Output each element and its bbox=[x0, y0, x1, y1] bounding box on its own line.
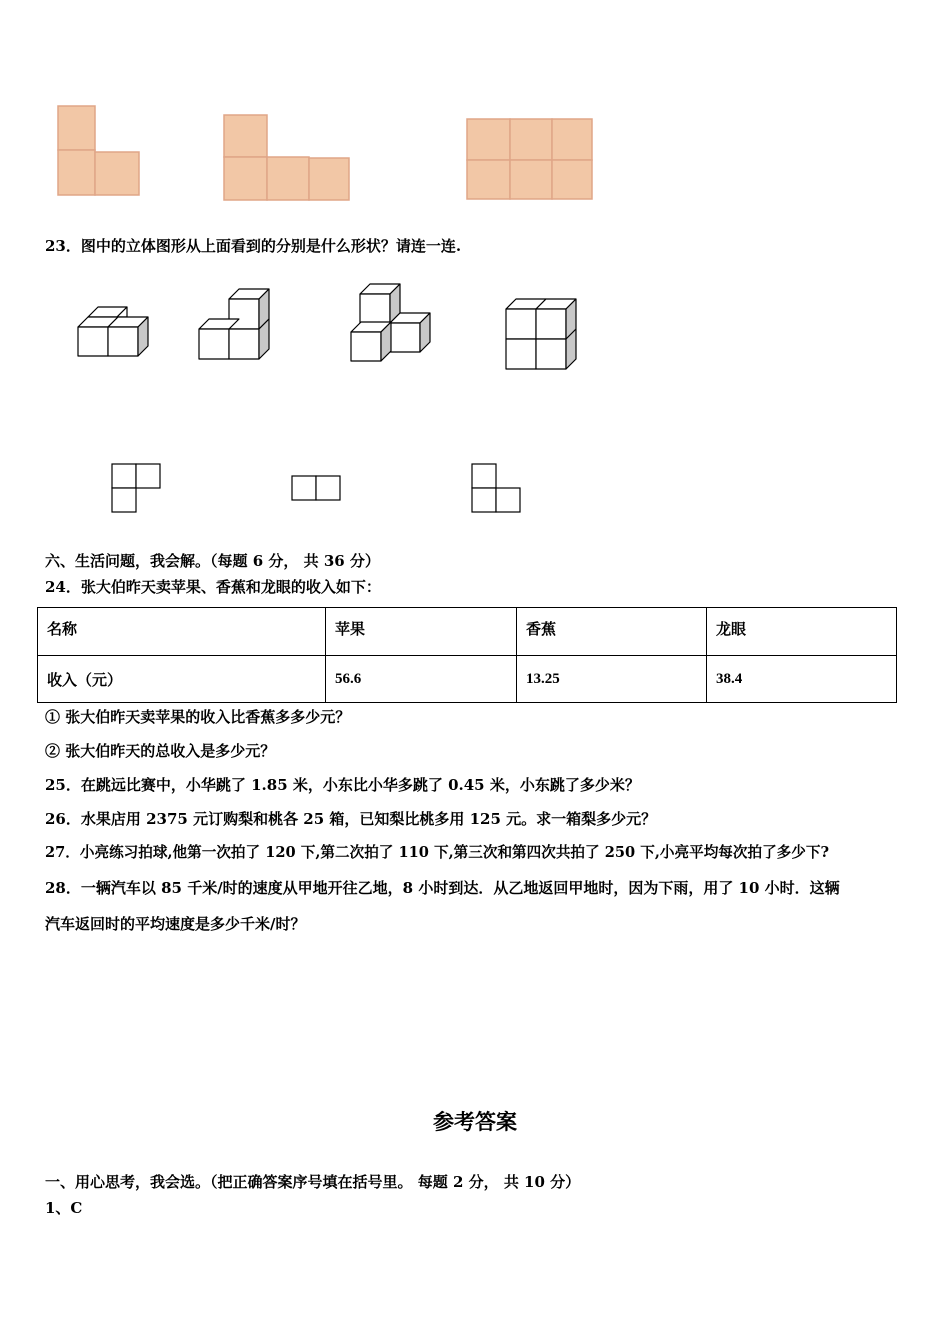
cube-solid-3 bbox=[346, 280, 436, 366]
table-header-cell: 龙眼 bbox=[707, 608, 897, 656]
cube-solid-4 bbox=[500, 292, 584, 372]
tile-figure-2 bbox=[218, 110, 358, 205]
answer-1: 1、C bbox=[45, 1199, 83, 1217]
table-cell-banana: 13.25 bbox=[517, 656, 707, 703]
top-view-2 bbox=[290, 474, 344, 502]
top-view-3 bbox=[470, 462, 524, 514]
top-view-1 bbox=[110, 462, 164, 514]
table-cell-longan: 38.4 bbox=[707, 656, 897, 703]
question-26: 26．水果店用 2375 元订购梨和桃各 25 箱，已知梨比桃多用 125 元。求一箱梨多少元？ bbox=[45, 810, 657, 828]
table-header-cell: 香蕉 bbox=[517, 608, 707, 656]
answers-section-1-heading: 一、用心思考，我会选。（把正确答案序号填在括号里。 每题 2 分， 共 10 分） bbox=[45, 1173, 581, 1191]
table-header-cell: 苹果 bbox=[326, 608, 517, 656]
question-25: 25．在跳远比赛中，小华跳了 1.85 米，小东比小华多跳了 0.45 米，小东跳了多少米？ bbox=[45, 776, 640, 794]
question-24-part-1: ① 张大伯昨天卖苹果的收入比香蕉多多少元？ bbox=[45, 708, 351, 726]
tile-figure-1 bbox=[50, 100, 150, 202]
table-cell-apple: 56.6 bbox=[326, 656, 517, 703]
income-table bbox=[37, 607, 897, 703]
section-6-heading: 六、生活问题，我会解。（每题 6 分， 共 36 分） bbox=[45, 552, 380, 570]
table-row bbox=[38, 608, 897, 656]
question-24-part-2: ② 张大伯昨天的总收入是多少元？ bbox=[45, 742, 276, 760]
cube-solid-1 bbox=[75, 302, 155, 362]
question-23: 23．图中的立体图形从上面看到的分别是什么形状？请连一连. bbox=[45, 237, 462, 255]
question-27: 27．小亮练习拍球,他第一次拍了 120 下,第二次拍了 110 下,第三次和第四次共拍了 250 下,小亮平均每次拍了多少下? bbox=[45, 844, 829, 861]
table-row-label: 收入（元） bbox=[38, 656, 326, 703]
table-row bbox=[38, 656, 897, 703]
tile-figure-3 bbox=[460, 112, 600, 204]
answers-title: 参考答案 bbox=[433, 1109, 517, 1134]
question-28-line-1: 28．一辆汽车以 85 千米/时的速度从甲地开往乙地，8 小时到达．从乙地返回甲地时，因为下雨，用了 10 小时．这辆 bbox=[45, 879, 840, 897]
question-24: 24．张大伯昨天卖苹果、香蕉和龙眼的收入如下： bbox=[45, 578, 381, 596]
cube-solid-2 bbox=[196, 288, 276, 364]
question-28-line-2: 汽车返回时的平均速度是多少千米/时？ bbox=[45, 915, 306, 933]
table-header-cell: 名称 bbox=[38, 608, 326, 656]
